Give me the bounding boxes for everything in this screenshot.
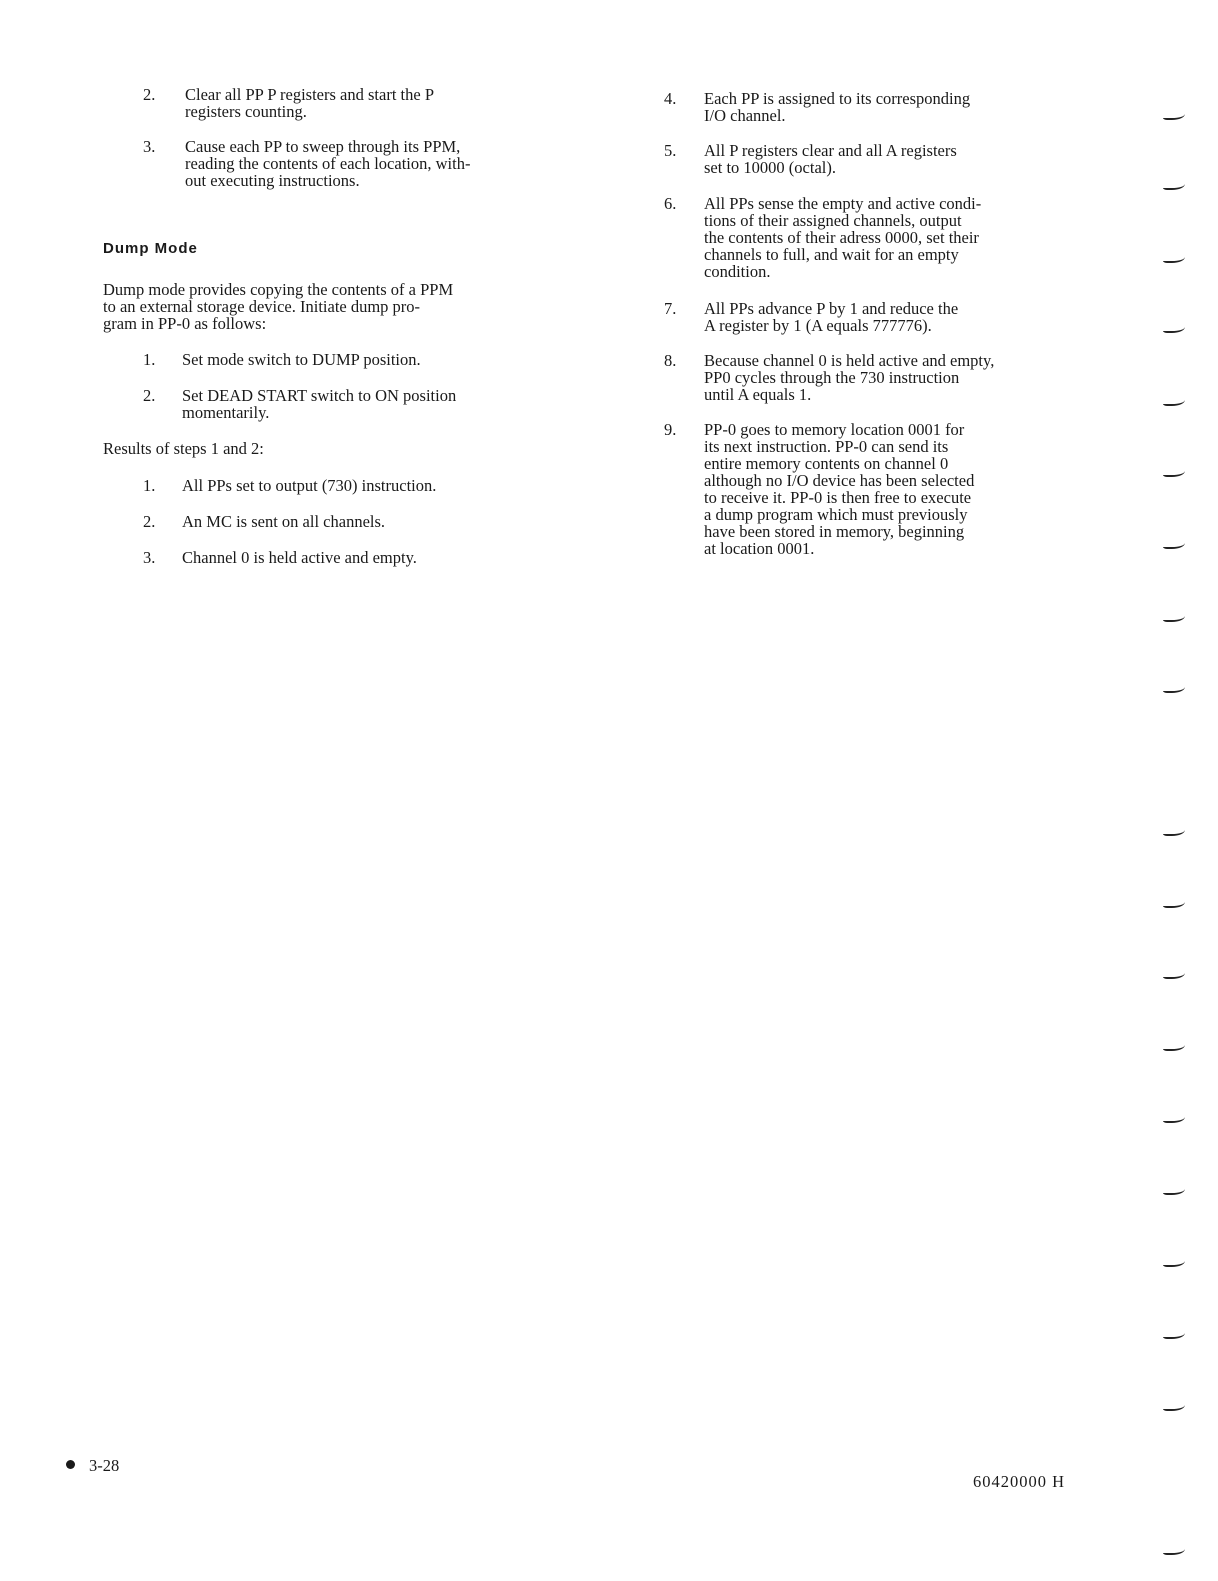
- edge-mark: [1163, 1113, 1185, 1123]
- text-line: PP0 cycles through the 730 instruction: [704, 368, 960, 387]
- item-number: 2.: [143, 85, 156, 104]
- text-line: tions of their assigned channels, output: [704, 211, 962, 230]
- list-item: [664, 300, 1104, 334]
- edge-mark: [1163, 969, 1185, 979]
- text-line: gram in PP-0 as follows:: [103, 314, 267, 333]
- text-line: All PPs advance P by 1 and reduce the: [704, 299, 959, 318]
- edge-mark: [1163, 110, 1185, 120]
- text-line: to receive it. PP-0 is then free to execute: [704, 488, 972, 507]
- item-text: [704, 300, 1104, 334]
- page-number: 3-28: [89, 1456, 120, 1475]
- edge-mark: [1163, 683, 1185, 693]
- edge-mark: [1163, 253, 1185, 263]
- section-heading: Dump Mode: [103, 240, 198, 257]
- text-line: its next instruction. PP-0 can send its: [704, 437, 949, 456]
- text-line: Each PP is assigned to its corresponding: [704, 89, 971, 108]
- list-item: [664, 421, 1104, 557]
- results-label: Results of steps 1 and 2:: [103, 439, 264, 458]
- text-line: Because channel 0 is held active and empty,: [704, 351, 995, 370]
- text-line: All P registers clear and all A registers: [704, 141, 957, 160]
- item-text: All PPs set to output (730) instruction.: [182, 476, 437, 495]
- text-line: channels to full, and wait for an empty: [704, 245, 959, 264]
- item-number: 2.: [143, 512, 156, 531]
- item-text: [143, 138, 583, 189]
- list-item: [103, 86, 583, 120]
- edge-mark: [1163, 539, 1185, 549]
- item-number: 5.: [664, 141, 677, 160]
- text-line: entire memory contents on channel 0: [704, 454, 949, 473]
- text-line: although no I/O device has been selected: [704, 471, 975, 490]
- item-number: 3.: [143, 548, 156, 567]
- item-number: 1.: [143, 476, 156, 495]
- item-text: [182, 387, 456, 421]
- item-text: [143, 86, 583, 120]
- item-text: Set mode switch to DUMP position.: [182, 350, 421, 369]
- text-line: momentarily.: [182, 403, 270, 422]
- text-line: to an external storage device. Initiate dump pro-: [103, 297, 421, 316]
- document-number: 60420000 H: [973, 1472, 1066, 1491]
- intro-paragraph: [103, 281, 453, 332]
- text-line: until A equals 1.: [704, 385, 812, 404]
- edge-mark: [1163, 323, 1185, 333]
- text-line: reading the contents of each location, with-: [185, 154, 471, 173]
- edge-mark: [1163, 467, 1185, 477]
- item-number: 8.: [664, 351, 677, 370]
- list-item: [664, 90, 1104, 124]
- edge-mark: [1163, 1545, 1185, 1555]
- item-text: An MC is sent on all channels.: [182, 512, 386, 531]
- item-number: 3.: [143, 137, 156, 156]
- item-number: 7.: [664, 299, 677, 318]
- edge-mark: [1163, 1185, 1185, 1195]
- item-text: [704, 142, 1104, 176]
- right-column: [664, 90, 1104, 575]
- left-column: [103, 86, 583, 207]
- item-text: [704, 421, 1104, 557]
- list-item: [664, 352, 1104, 403]
- text-line: the contents of their adress 0000, set their: [704, 228, 979, 247]
- list-item: [664, 142, 1104, 176]
- text-line: Clear all PP P registers and start the P: [185, 85, 434, 104]
- text-line: a dump program which must previously: [704, 505, 968, 524]
- item-text: Channel 0 is held active and empty.: [182, 548, 417, 567]
- text-line: at location 0001.: [704, 539, 815, 558]
- text-line: A register by 1 (A equals 777776).: [704, 316, 932, 335]
- text-line: Set DEAD START switch to ON position: [182, 386, 457, 405]
- text-line: PP-0 goes to memory location 0001 for: [704, 420, 965, 439]
- text-line: have been stored in memory, beginning: [704, 522, 965, 541]
- item-text: [704, 195, 1104, 280]
- edge-mark: [1163, 1041, 1185, 1051]
- item-number: 6.: [664, 194, 677, 213]
- text-line: Dump mode provides copying the contents of a PPM: [103, 280, 454, 299]
- item-text: [704, 352, 1104, 403]
- text-line: registers counting.: [185, 102, 307, 121]
- text-line: condition.: [704, 262, 771, 281]
- text-line: Cause each PP to sweep through its PPM,: [185, 137, 461, 156]
- edge-mark: [1163, 180, 1185, 190]
- text-line: out executing instructions.: [185, 171, 360, 190]
- edge-mark: [1163, 396, 1185, 406]
- text-line: All PPs sense the empty and active condi-: [704, 194, 982, 213]
- item-number: 4.: [664, 89, 677, 108]
- edge-mark: [1163, 1401, 1185, 1411]
- edge-mark: [1163, 1329, 1185, 1339]
- item-text: [704, 90, 1104, 124]
- edge-mark: [1163, 898, 1185, 908]
- item-number: 1.: [143, 350, 156, 369]
- list-item: [664, 195, 1104, 280]
- edge-mark: [1163, 612, 1185, 622]
- bullet-icon: [66, 1460, 75, 1469]
- text-line: I/O channel.: [704, 106, 786, 125]
- item-number: 2.: [143, 386, 156, 405]
- item-number: 9.: [664, 420, 677, 439]
- text-line: set to 10000 (octal).: [704, 158, 836, 177]
- list-item: [103, 138, 583, 189]
- edge-mark: [1163, 826, 1185, 836]
- edge-mark: [1163, 1257, 1185, 1267]
